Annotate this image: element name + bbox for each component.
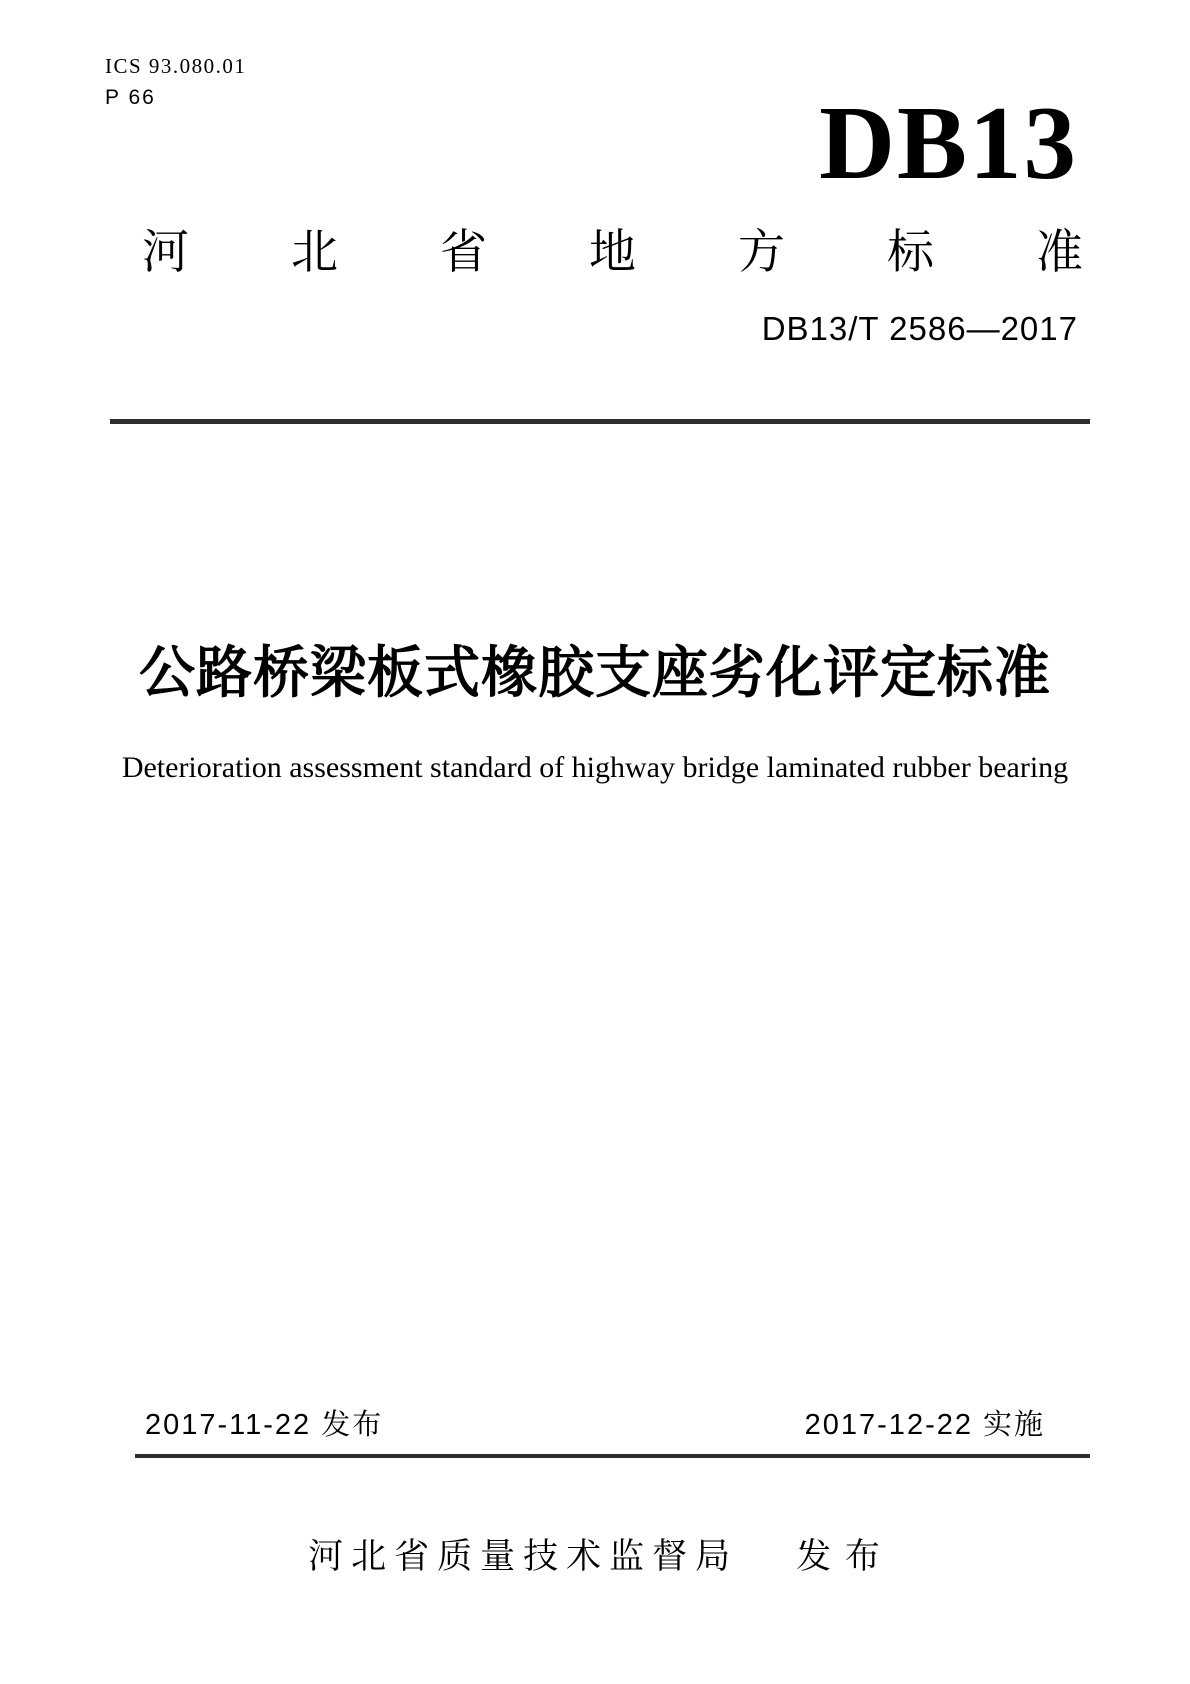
heading-char: 河	[142, 225, 189, 278]
issue-label: 发布	[321, 1409, 384, 1441]
provincial-standard-heading	[142, 224, 1083, 280]
heading-char: 方	[738, 225, 785, 278]
main-title-cn: 公路桥梁板式橡胶支座劣化评定标准	[139, 641, 1051, 704]
issue-date-group	[145, 1408, 383, 1443]
heading-char: 省	[440, 225, 487, 278]
implementation-label: 实施	[982, 1409, 1045, 1441]
publisher-row	[0, 1536, 1190, 1578]
heading-char: 标	[887, 225, 934, 278]
publish-action-label: 发 布	[796, 1537, 882, 1576]
standard-number: DB13/T 2586—2017	[761, 310, 1078, 347]
implementation-date: 2017-12-22	[804, 1409, 973, 1441]
heading-char: 准	[1036, 225, 1083, 278]
footer-divider	[135, 1454, 1090, 1458]
issue-date: 2017-11-22	[145, 1409, 312, 1441]
dates-row	[145, 1408, 1045, 1443]
ics-code: ICS 93.080.01	[105, 54, 247, 78]
publisher-name: 河北省质量技术监督局	[308, 1537, 739, 1576]
header-divider	[110, 419, 1090, 424]
implementation-date-group	[805, 1408, 1045, 1443]
doc-class-code: P 66	[105, 86, 156, 109]
db13-logo: DB13	[819, 84, 1078, 201]
heading-char: 北	[291, 225, 338, 278]
subtitle-en: Deterioration assessment standard of highway bridge laminated rubber bearing	[121, 751, 1069, 784]
heading-char: 地	[589, 225, 636, 278]
